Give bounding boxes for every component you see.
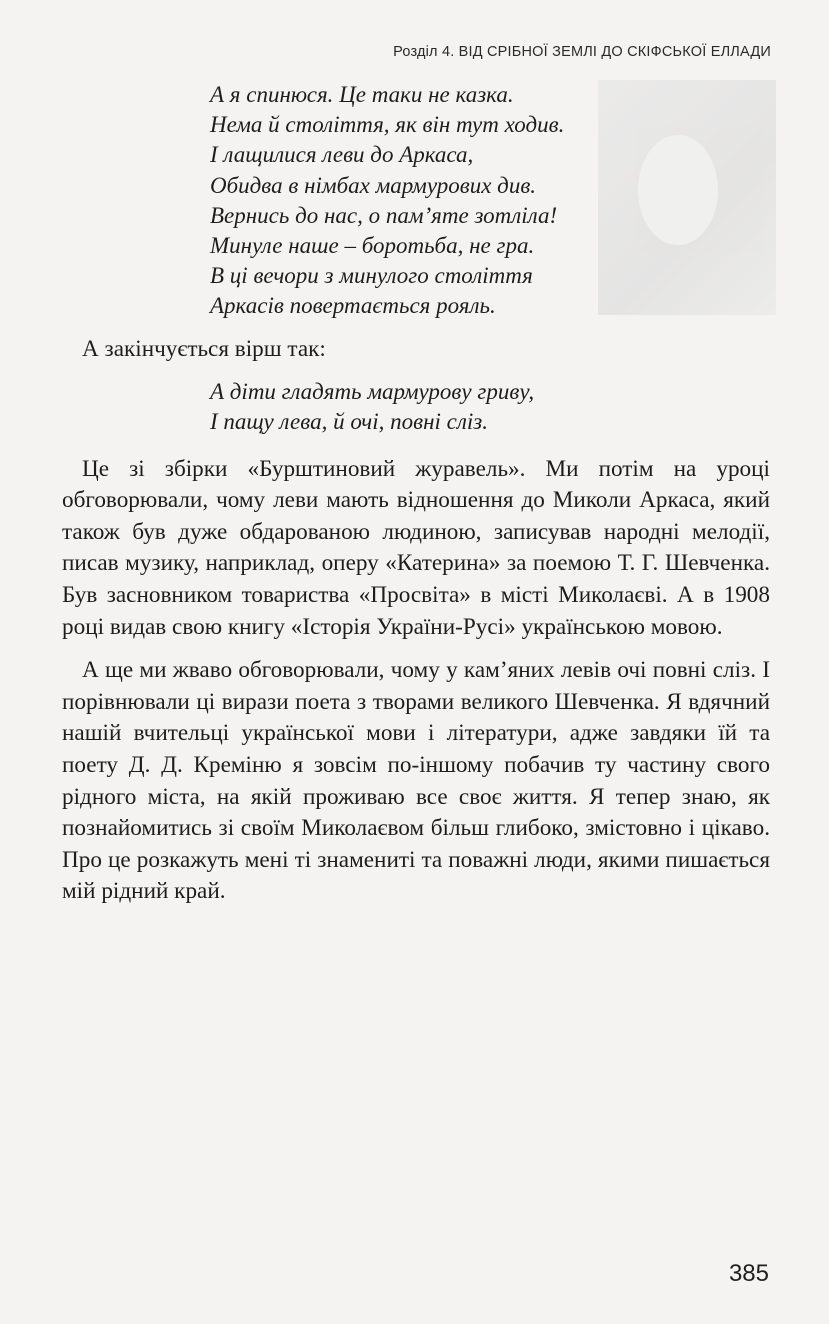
- poem-line: Аркасів повертається рояль.: [210, 293, 496, 319]
- poem-line: Минуле наше – боротьба, не гра.: [210, 233, 535, 259]
- page-number: 385: [728, 1260, 769, 1287]
- poem-stanza-1: [210, 80, 770, 322]
- poem-line: В ці вечори з минулого століття: [210, 263, 533, 289]
- poem-line: Вернись до нас, о пам’яте зотліла!: [210, 202, 558, 228]
- poem-line: І пащу лева, й очі, повні сліз.: [210, 409, 488, 435]
- poem-line: А діти гладять мармурову гриву,: [210, 379, 535, 405]
- poem-line: А я спинюся. Це таки не казка.: [210, 82, 514, 107]
- body-paragraph: А ще ми жваво обговорювали, чому у кам’яних левів очі повні сліз. І порівнювали ці вирази поета з творами великого Шевченка. Я вдячний нашій вчительці української мови і літератури, адже завдяки їй та поету Д. Д. Креміню я зовсім по-іншому побачив ту частину свого рідного міста, на якій проживаю все своє життя. Я тепер знаю, як познайомитись зі своїм Миколаєвом більш глибоко, змістовно і цікаво. Про це розкажуть мені ті знамениті та поважні люди, якими пишається мій рідний край.: [62, 657, 770, 905]
- intro-line: А закінчується вірш так:: [82, 335, 326, 362]
- poem-line: Нема й століття, як він тут ходив.: [210, 112, 565, 138]
- body-paragraph: Це зі збірки «Бурштиновий журавель». Ми потім на уроці обговорювали, чому леви мають відношення до Миколи Аркаса, який також був дуже обдарованою людиною, записував народні мелодії, писав музику, наприклад, оперу «Катерина» за поемою Т. Г. Шевченка. Був засновником товариства «Просвіта» в місті Миколаєві. А в 1908 році видав свою книгу «Історія України-Русі» українською мовою.: [62, 455, 770, 640]
- poem-stanza-2: [210, 377, 770, 437]
- poem-line: І лащилися леви до Аркаса,: [210, 142, 474, 168]
- page-body: [62, 80, 770, 908]
- running-header: Розділ 4. ВІД СРІБНОЇ ЗЕМЛІ ДО СКІФСЬКОЇ ЕЛЛАДИ: [393, 44, 771, 60]
- poem-line: Обидва в німбах мармурових див.: [210, 172, 537, 198]
